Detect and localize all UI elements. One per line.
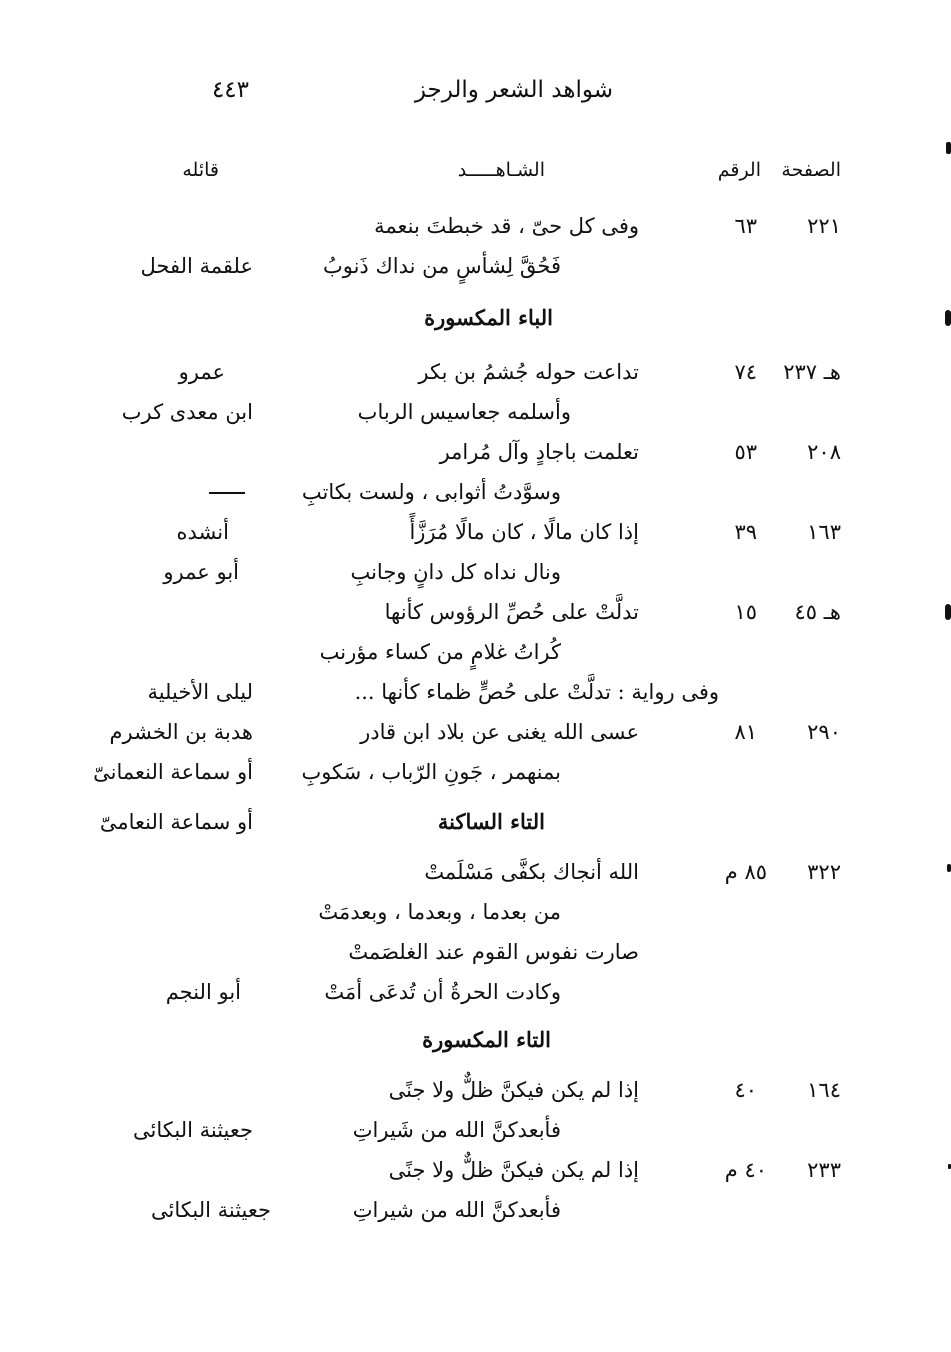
column-page-heading: الصفحة	[781, 159, 841, 181]
verse-line: إذا لم يكن فيكنَّ ظلٌّ ولا جنًى	[388, 1078, 639, 1102]
page-number: ٤٤٣	[211, 77, 249, 103]
verse-line: صارت نفوس القوم عند الغلصَمتْ	[348, 940, 639, 964]
verse-line: وكادت الحرةُ أن تُدعَى أمَتْ	[324, 980, 561, 1004]
scan-edge-mark	[945, 310, 951, 326]
running-title: شواهد الشعر والرجز	[414, 77, 613, 103]
scan-edge-mark	[946, 142, 951, 154]
scan-edge-mark	[945, 604, 951, 620]
poet-name: أبو النجم	[165, 980, 241, 1004]
verse-line: تداعت حوله جُشمُ بن بكر	[418, 360, 639, 384]
entry-number: ١٥	[734, 600, 757, 624]
entry-number: ٣٩	[734, 520, 757, 544]
entry-page: هـ ٢٣٧	[783, 360, 841, 384]
verse-line: كُراتُ غلامٍ من كساء مؤرنب	[319, 640, 561, 664]
verse-line: إذا كان مالًا ، كان مالًا مُرَزَّأً	[409, 520, 639, 544]
section-heading: التاء المكسورة	[422, 1027, 551, 1052]
entry-page: ٢٠٨	[807, 440, 841, 464]
entry-number: ٨١	[734, 720, 757, 744]
column-poet-heading: قائله	[182, 159, 219, 181]
verse-line: تدلَّتْ على حُصِّ الرؤوس كأنها	[384, 600, 639, 624]
entry-page: ١٦٤	[807, 1078, 841, 1102]
entry-page: ٢٣٣	[807, 1158, 841, 1182]
entry-number: ٤٠ م	[724, 1158, 767, 1182]
poet-name: هدبة بن الخشرم	[109, 720, 253, 744]
poet-name: عمرو	[178, 360, 225, 384]
verse-line: إذا لم يكن فيكنَّ ظلٌّ ولا جنًى	[388, 1158, 639, 1182]
scan-edge-mark	[947, 864, 951, 872]
verse-line: من بعدما ، وبعدما ، وبعدمَتْ	[318, 900, 561, 924]
verse-line: فَحُقَّ لِشأسٍ من نداك ذَنوبُ	[322, 254, 561, 278]
verse-line: وأسلمه جعاسيس الرباب	[357, 400, 571, 424]
column-number-heading: الرقم	[717, 159, 761, 181]
entry-number: ٧٤	[734, 360, 757, 384]
poet-name: أنشده	[176, 520, 229, 544]
verse-line: وسوَّدتُ أثوابى ، ولست بكاتبِ	[301, 480, 561, 504]
verse-line: فأبعدكنَّ الله من شيراتِ	[352, 1198, 561, 1222]
no-attribution-dash	[209, 492, 245, 494]
column-verse-heading: الشـاهـــــد	[457, 159, 545, 181]
entry-number: ٤٠	[734, 1078, 757, 1102]
entry-page: ٢٢١	[807, 214, 841, 238]
entry-number: ٥٣	[734, 440, 757, 464]
section-heading: التاء الساكنة	[437, 809, 545, 834]
verse-line: وفى كل حىّ ، قد خبطتَ بنعمة	[374, 214, 639, 238]
section-heading: الباء المكسورة	[424, 305, 553, 330]
poet-name: ابن معدى كرب	[121, 400, 253, 424]
entry-page: ٢٩٠	[807, 720, 841, 744]
variant-reading: وفى رواية : تدلَّتْ على حُصٍّ ظماء كأنها ...	[354, 680, 719, 704]
verse-line: الله أنجاك بكفَّى مَسْلَمتْ	[424, 860, 639, 884]
poet-name: أو سماعة النعامىّ	[99, 810, 253, 834]
entry-number: ٦٣	[734, 214, 757, 238]
entry-page: هـ ٤٥	[794, 600, 841, 624]
verse-line: فأبعدكنَّ الله من شَيراتِ	[352, 1118, 561, 1142]
entry-number: ٨٥ م	[724, 860, 767, 884]
poet-name: علقمة الفحل	[140, 254, 253, 278]
poet-name: جعيثنة البكائى	[151, 1198, 271, 1222]
poet-name: أو سماعة النعمانىّ	[93, 760, 253, 784]
verse-line: تعلمت باجادٍ وآل مُرامر	[439, 440, 639, 464]
verse-line: ونال نداه كل دانٍ وجانبِ	[350, 560, 561, 584]
poet-name: ليلى الأخيلية	[147, 680, 253, 704]
entry-page: ١٦٣	[807, 520, 841, 544]
poet-name: جعيثنة البكائى	[133, 1118, 253, 1142]
poet-name: أبو عمرو	[163, 560, 239, 584]
verse-line: بمنهمر ، جَونِ الرّباب ، سَكوبِ	[301, 760, 561, 784]
entry-page: ٣٢٢	[807, 860, 841, 884]
verse-line: عسى الله يغنى عن بلاد ابن قادر	[360, 720, 639, 744]
